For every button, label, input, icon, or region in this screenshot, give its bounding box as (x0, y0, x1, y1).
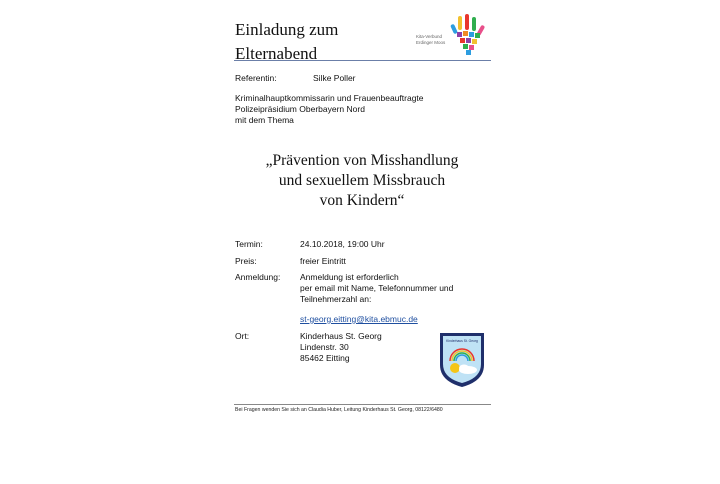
title-line-2: Elternabend (235, 44, 318, 63)
topic-line-3: von Kindern“ (319, 192, 405, 209)
anmeldung-text (300, 272, 453, 305)
role-line-3: mit dem Thema (235, 115, 294, 125)
logo-text-line-1: Kita-Verbund (416, 34, 443, 39)
ort-line-2: Lindenstr. 30 (300, 342, 349, 352)
ort-address (300, 331, 382, 364)
role-line-1: Kriminalhauptkommissarin und Frauenbeauftragte (235, 93, 424, 103)
anmeldung-line-2: per email mit Name, Telefonnummer und (300, 283, 454, 293)
logo-text-line-2: Erdinger Moos (416, 40, 446, 45)
speaker-role (235, 93, 495, 126)
title-line-1: Einladung zum (235, 20, 339, 39)
hand-print-icon (416, 12, 490, 58)
ort-line-3: 85462 Eitting (300, 353, 350, 363)
page-title (235, 18, 338, 66)
ort-label: Ort: (235, 331, 250, 341)
kita-verbund-logo (416, 12, 490, 58)
title-divider (234, 60, 491, 61)
role-line-2: Polizeipräsidium Oberbayern Nord (235, 104, 365, 114)
preis-value: freier Eintritt (300, 256, 346, 266)
speaker-label: Referentin: (235, 73, 277, 83)
speaker-name: Silke Poller (313, 73, 356, 83)
topic-line-1: „Prävention von Misshandlung (265, 152, 459, 169)
email-link[interactable]: st-georg.eitting@kita.ebmuc.de (300, 314, 418, 324)
termin-value: 24.10.2018, 19:00 Uhr (300, 239, 385, 249)
preis-label: Preis: (235, 256, 257, 266)
topic-line-2: und sexuellem Missbrauch (278, 172, 446, 189)
footer-divider (234, 404, 491, 405)
anmeldung-line-1: Anmeldung ist erforderlich (300, 272, 399, 282)
kinderhaus-crest-logo (438, 331, 486, 389)
anmeldung-label: Anmeldung: (235, 272, 281, 282)
termin-label: Termin: (235, 239, 263, 249)
speaker-row (235, 73, 356, 84)
ort-line-1: Kinderhaus St. Georg (300, 331, 382, 341)
topic-headline (232, 151, 492, 211)
footer-contact: Bei Fragen wenden Sie sich an Claudia Huber, Leitung Kinderhaus St. Georg, 08122/6480 (235, 407, 443, 413)
anmeldung-line-3: Teilnehmerzahl an: (300, 294, 372, 304)
crest-text: Kinderhaus St. Georg (446, 339, 478, 343)
